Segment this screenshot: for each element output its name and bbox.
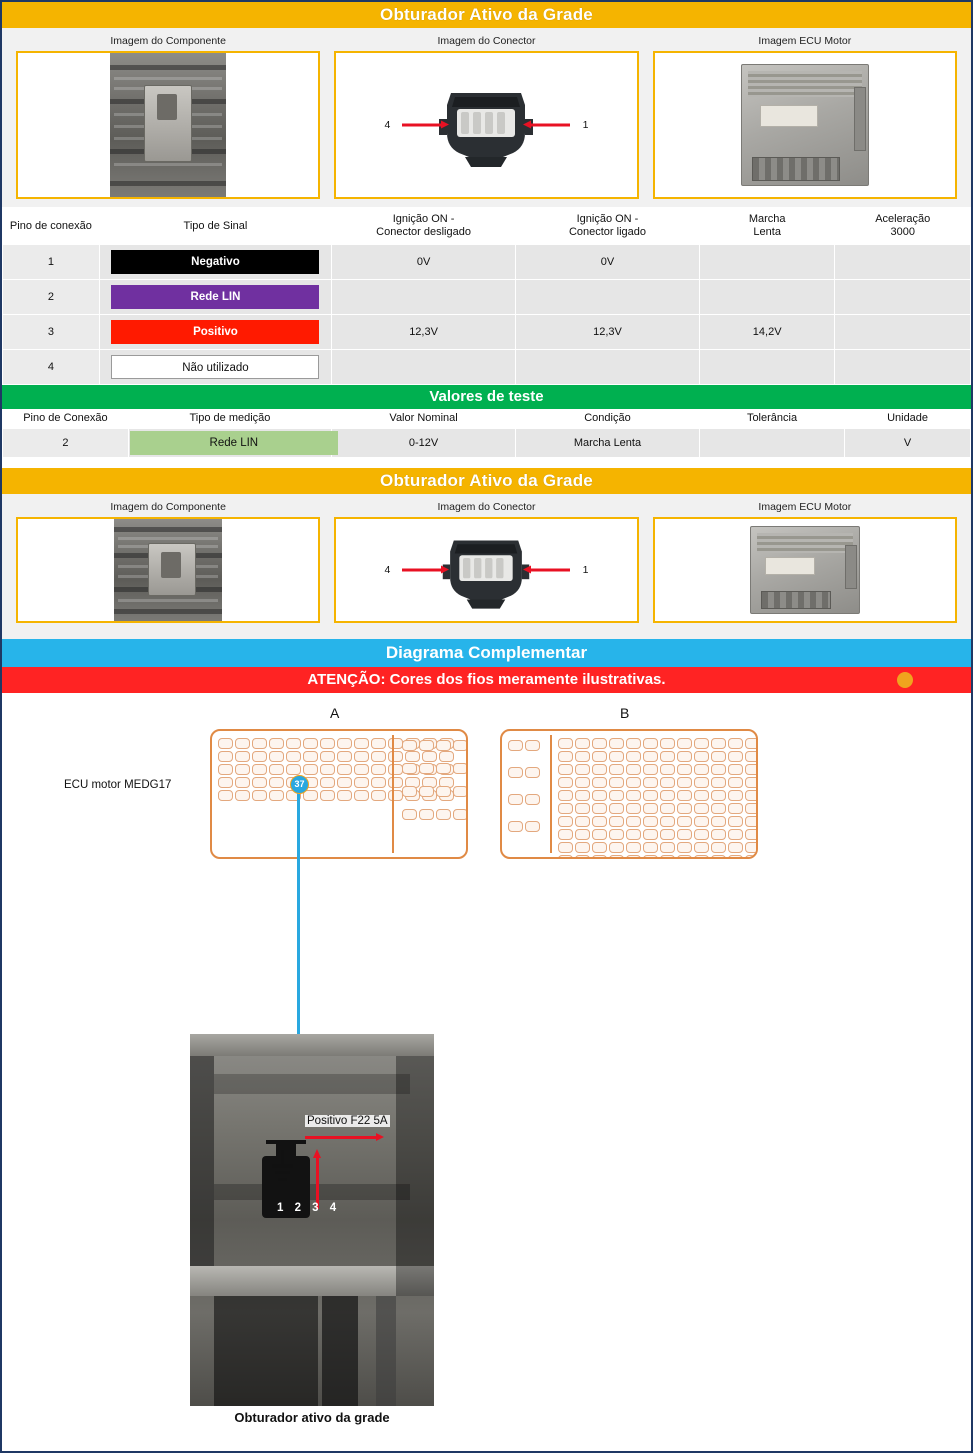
- measure-chip-lin: Rede LIN: [130, 431, 338, 455]
- header-idle-line1: Marcha: [748, 213, 786, 225]
- row-ign-off: 0V: [332, 245, 516, 280]
- tv-row-nominal: 0-12V: [332, 429, 516, 458]
- grille-shutter-photo-2: [114, 519, 222, 621]
- ecu-image-cell-2: [653, 498, 957, 623]
- photo-pin-numbers: 1 2 3 4: [277, 1202, 341, 1214]
- row-pin: 2: [3, 280, 100, 315]
- row-ign-on: 12,3V: [516, 315, 700, 350]
- table-row: [3, 315, 971, 350]
- image-row-2: [2, 494, 971, 631]
- pin-badge-37: 37: [290, 775, 309, 794]
- warning-banner: [2, 667, 971, 693]
- header-ign-off: [332, 208, 516, 245]
- header-idle: [699, 208, 835, 245]
- tv-header-tolerance: Tolerância: [699, 410, 844, 429]
- table-row: [3, 429, 971, 458]
- ecu-image-caption-1: Imagem ECU Motor: [758, 35, 852, 47]
- section-title-banner-1: Obturador Ativo da Grade: [2, 2, 971, 28]
- connector-pin-label-left-1: 4: [384, 119, 391, 131]
- shutter-motor-2: [148, 543, 196, 596]
- tv-header-pin: Pino de Conexão: [3, 410, 129, 429]
- ecu-sticker-1: [760, 105, 818, 127]
- table-row: [3, 350, 971, 385]
- connector-a-label: A: [330, 705, 340, 721]
- row-ign-off: [332, 280, 516, 315]
- shutter-motor: [144, 85, 192, 162]
- component-image-box-2: [16, 517, 320, 623]
- row-accel: [835, 280, 971, 315]
- component-image-cell-1: [16, 32, 320, 199]
- row-pin: 4: [3, 350, 100, 385]
- row-signal: [99, 280, 331, 315]
- header-ign-on-line2: Conector ligado: [568, 226, 646, 238]
- photo-caption: Obturador ativo da grade: [234, 1410, 390, 1425]
- row-signal: [99, 245, 331, 280]
- header-ign-off-line1: Ignição ON -: [392, 213, 455, 225]
- row-ign-off: [332, 350, 516, 385]
- ground-symbol-icon: [270, 1150, 296, 1184]
- header-accel: [835, 208, 971, 245]
- header-pin: Pino de conexão: [3, 208, 100, 245]
- row-signal: [99, 315, 331, 350]
- tv-header-measure: Tipo de medição: [128, 410, 331, 429]
- component-image-caption-1: Imagem do Componente: [110, 35, 226, 47]
- test-values-header-row: [3, 410, 971, 429]
- row-ign-off: 12,3V: [332, 315, 516, 350]
- connector-image-cell-2: [334, 498, 638, 623]
- connector-b-label: B: [620, 705, 630, 721]
- row-ign-on: 0V: [516, 245, 700, 280]
- header-ign-on: [516, 208, 700, 245]
- positive-arrow: [305, 1136, 377, 1139]
- tv-row-condition: Marcha Lenta: [516, 429, 700, 458]
- tv-row-unit: V: [845, 429, 971, 458]
- signal-chip-lin: Rede LIN: [111, 285, 319, 309]
- connector-image-caption-1: Imagem do Conector: [437, 35, 536, 47]
- pin-signal-table: [2, 207, 971, 385]
- tv-row-tolerance: [699, 429, 844, 458]
- section-spacer-2: [2, 631, 971, 639]
- ecu-photo-2: [750, 526, 860, 614]
- row-signal: [99, 350, 331, 385]
- section-spacer: [2, 458, 971, 468]
- pin-table-header-row: [3, 208, 971, 245]
- signal-chip-unused: Não utilizado: [111, 355, 319, 379]
- ecu-image-box-2: [653, 517, 957, 623]
- ecu-photo-1: [741, 64, 869, 186]
- ecu-image-box-1: [653, 51, 957, 199]
- component-image-box-1: [16, 51, 320, 199]
- tv-row-measure: [128, 429, 331, 458]
- connector-image-cell-1: [334, 32, 638, 199]
- component-photo-large: [190, 1034, 434, 1406]
- connector-arrow-right-1: [530, 124, 570, 127]
- row-pin: 3: [3, 315, 100, 350]
- tv-row-pin: 2: [3, 429, 129, 458]
- row-pin: 1: [3, 245, 100, 280]
- tv-header-nominal: Valor Nominal: [332, 410, 516, 429]
- header-accel-line2: 3000: [890, 226, 915, 238]
- connector-pin-label-left-2: 4: [384, 564, 391, 576]
- connector-arrow-left-1: [402, 124, 442, 127]
- connector-pin-label-right-1: 1: [582, 119, 589, 131]
- warning-dot-icon: [897, 672, 913, 688]
- tv-header-unit: Unidade: [845, 410, 971, 429]
- warning-text: ATENÇÃO: Cores dos fios meramente ilustrativas.: [307, 671, 666, 688]
- ecu-image-caption-2: Imagem ECU Motor: [758, 501, 852, 513]
- ecu-image-cell-1: [653, 32, 957, 199]
- tv-header-condition: Condição: [516, 410, 700, 429]
- test-values-banner: Valores de teste: [2, 385, 971, 409]
- header-idle-line2: Lenta: [753, 226, 781, 238]
- row-ign-on: [516, 280, 700, 315]
- signal-chip-negative: Negativo: [111, 250, 319, 274]
- row-idle: 14,2V: [699, 315, 835, 350]
- diagram-banner: Diagrama Complementar: [2, 639, 971, 667]
- ecu-sticker-2: [765, 557, 815, 575]
- ecu-name-label: ECU motor MEDG17: [64, 779, 172, 791]
- row-ign-on: [516, 350, 700, 385]
- header-ign-off-line2: Conector desligado: [376, 226, 471, 238]
- test-values-table: [2, 409, 971, 458]
- signal-chip-positive: Positivo: [111, 320, 319, 344]
- header-accel-line1: Aceleração: [875, 213, 931, 225]
- ecu-connector-b: [500, 729, 758, 859]
- row-accel: [835, 315, 971, 350]
- complementary-diagram: [2, 693, 971, 1383]
- component-image-caption-2: Imagem do Componente: [110, 501, 226, 513]
- row-idle: [699, 245, 835, 280]
- header-ign-on-line1: Ignição ON -: [576, 213, 639, 225]
- connector-image-box-1: [334, 51, 638, 199]
- connector-arrow-left-2: [402, 569, 442, 572]
- connector-diagram-1: [376, 53, 596, 197]
- connector-pin-label-right-2: 1: [582, 564, 589, 576]
- table-row: [3, 280, 971, 315]
- image-row-1: [2, 28, 971, 207]
- header-signal: Tipo de Sinal: [99, 208, 331, 245]
- table-row: [3, 245, 971, 280]
- section-title-banner-2: Obturador Ativo da Grade: [2, 468, 971, 494]
- positive-fuse-label: Positivo F22 5A: [307, 1115, 388, 1127]
- connector-diagram-2: [376, 519, 596, 621]
- grille-shutter-photo: [110, 53, 226, 197]
- component-image-cell-2: [16, 498, 320, 623]
- row-idle: [699, 350, 835, 385]
- row-accel: [835, 350, 971, 385]
- ecu-connector-a: [210, 729, 468, 859]
- connector-image-box-2: [334, 517, 638, 623]
- connector-image-caption-2: Imagem do Conector: [437, 501, 536, 513]
- row-accel: [835, 245, 971, 280]
- connector-arrow-right-2: [530, 569, 570, 572]
- row-idle: [699, 280, 835, 315]
